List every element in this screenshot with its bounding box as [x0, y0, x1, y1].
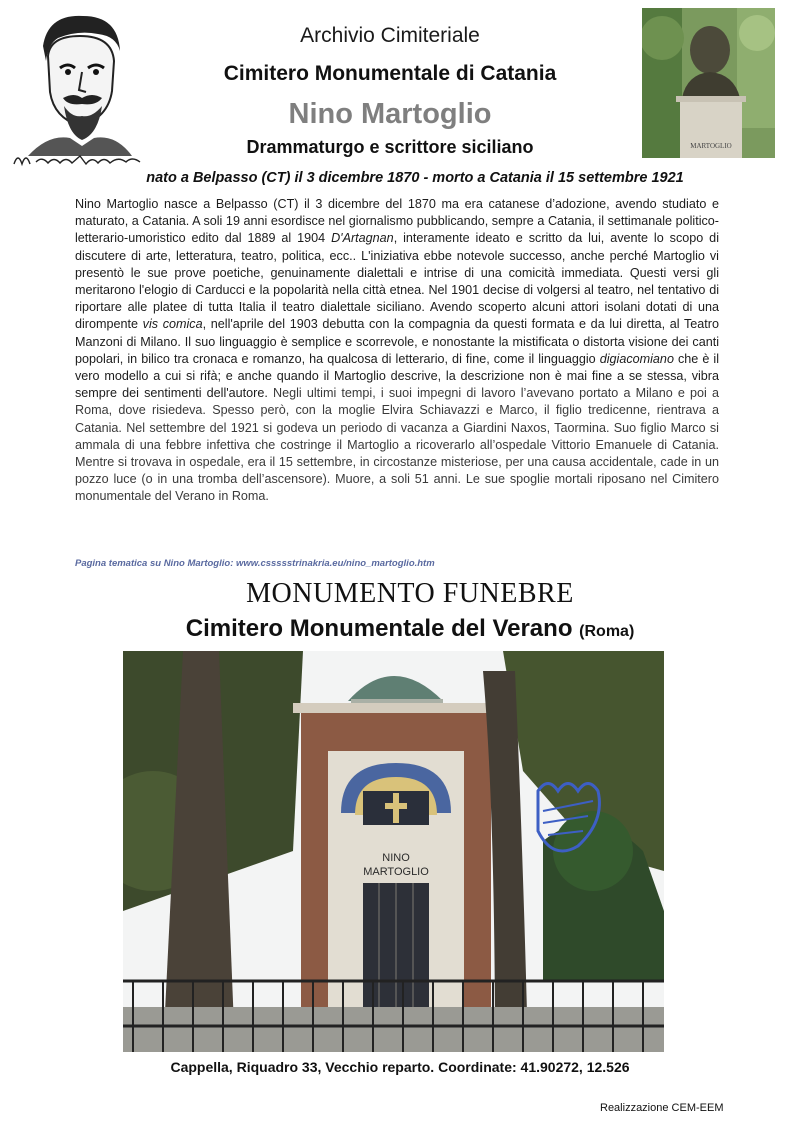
- bust-photo: [642, 8, 775, 158]
- life-dates: nato a Belpasso (CT) il 3 dicembre 1870 - morto a Catania il 15 settembre 1921: [146, 170, 684, 186]
- monument-city: (Roma): [579, 623, 635, 640]
- chapel-inscription-1: NINO: [382, 852, 410, 864]
- thematic-page-link[interactable]: Pagina tematica su Nino Martoglio: www.cssssstrinakria.eu/nino_martoglio.htm: [75, 558, 435, 569]
- biography-text: Nino Martoglio nasce a Belpasso (CT) il 3 dicembre del 1870 ma era catanese d’adozione, avendo studiato e maturato, a Catania. A soli 19 anni esordisce nel giornalismo pubblicando, sempre a Catania, il settimanale politico-letterario-umoristico edito dal 1889 al 1904 D'Artagnan, interamente ideato e scritto da lui, avente lo scopo di discutere di arte, letteratura, teatro, politica, ecc.. L'iniziativa ebbe notevole successo, anche perché Martoglio vi presentò le sue prove poetiche, genuinamente dialettali e intrise di una comicità immediata. Questi versi gli meritarono l'elogio di Carducci e la popolarità nella città etnea. Nel 1901 decise di volgersi al teatro, nel tentativo di riportare alle platee di tutta Italia il teatro dialettale siciliano. Avendo scoperto alcuni attori isolani dotati di una dirompente vis comica, nell'aprile del 1903 debutta con la compagnia da questi formata e da lui diretta, al Teatro Manzoni di Milano. Il suo linguaggio è semplice e scorrevole, e nonostante la mistificata o distorta visione dei canti popolari, in bilico tra cronaca e romanzo, ha qualcosa di letterario, di fine, come il linguaggio digiacomiano che è il vero modello a cui si rifà; e anche quando il Martoglio descrive, la descrizione non è mai fine a se stessa, vibra sempre dei sentimenti dell'autore. Negli ultimi tempi, i suoi impegni di lavoro l’avevano portato a Milano e poi a Roma, dove risiedeva. Spesso però, con la moglie Elvira Schiavazzi e Marco, il figlio tredicenne, rientrava a Catania. Nel settembre del 1921 si godeva un periodo di vacanza a Giardini Naxos, Taormina. Suo figlio Marco si ammala di una febbre infettiva che costringe il Martoglio a ricoverarlo all’ospedale Vittorio Emanuele di Catania. Mentre si trovava in ospedale, era il 15 settembre, in circostanze misteriose, per una causa accidentale, cade in un pozzo luce (o in una tromba dell’ascensore). Muore, a soli 51 anni. Le sue spoglie mortali riposano nel Cimitero monumentale del Verano in Roma.: [75, 197, 720, 504]
- person-name: Nino Martoglio: [288, 98, 492, 130]
- monument-title: MONUMENTO FUNEBRE: [246, 578, 574, 609]
- person-role: Drammaturgo e scrittore siciliano: [246, 137, 534, 157]
- cemetery-title: Cimitero Monumentale di Catania: [223, 62, 557, 85]
- archive-title: Archivio Cimiteriale: [300, 24, 480, 47]
- monument-photo: [123, 651, 664, 1052]
- monument-caption: Cappella, Riquadro 33, Vecchio reparto. Coordinate: 41.90272, 12.526: [170, 1059, 630, 1075]
- bust-plaque-text: MARTOGLIO: [690, 142, 732, 150]
- monument-cemetery: Cimitero Monumentale del Verano (Roma): [185, 615, 635, 642]
- credit-line: Realizzazione CEM-EEM: [600, 1102, 724, 1114]
- chapel-inscription-2: MARTOGLIO: [363, 866, 429, 878]
- portrait-sketch: [8, 6, 148, 170]
- dartagnan-title: D'Artagnan: [331, 231, 394, 246]
